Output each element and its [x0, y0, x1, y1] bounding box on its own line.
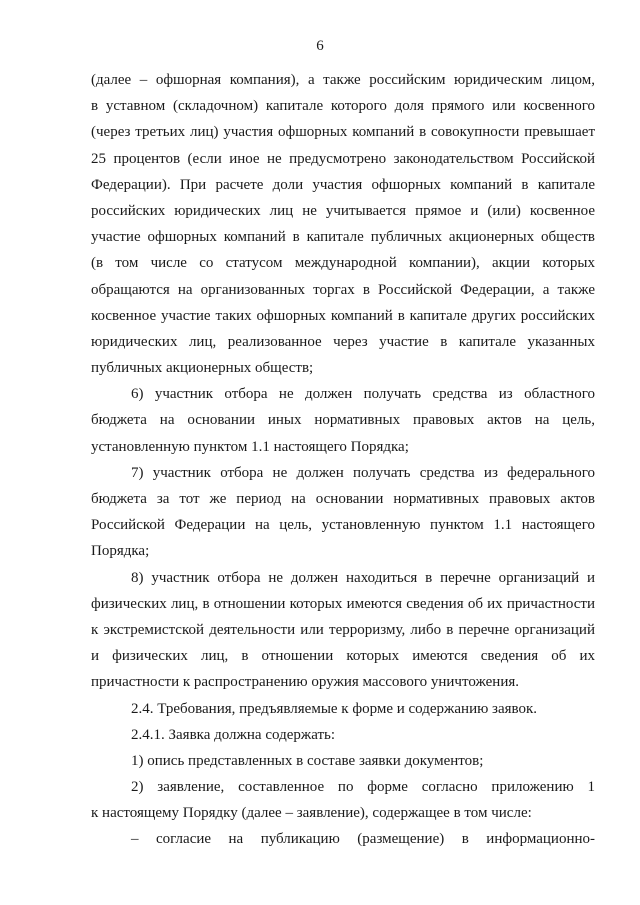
text-line: к экстремистской деятельности или терроризму, либо в перечне организаций	[91, 621, 595, 638]
text-line: (далее – офшорная компания), а также российским юридическим лицом,	[91, 72, 595, 88]
text-line: 2.4. Требования, предъявляемые к форме и содержанию заявок.	[131, 700, 538, 717]
text-line: бюджета на основании иных нормативных правовых актов на цель,	[91, 412, 595, 429]
text-line: 2) заявление, составленное по форме согласно приложению 1	[131, 779, 595, 796]
text-line: в уставном (складочном) капитале которого доля прямого или косвенного	[91, 98, 595, 115]
text-line: участие офшорных компаний в капитале публичных акционерных обществ	[91, 229, 595, 246]
page-number: 6	[316, 38, 324, 54]
text-line: – согласие на публикацию (размещение) в информационно-	[131, 831, 595, 848]
text-line: юридических лиц, реализованное через участие в капитале указанных	[91, 333, 595, 350]
text-line: бюджета за тот же период на основании нормативных правовых актов	[91, 491, 595, 507]
document-body	[91, 67, 595, 853]
text-line: 1) опись представленных в составе заявки документов;	[131, 752, 484, 769]
text-line: косвенное участие таких офшорных компаний в капитале других российских	[91, 307, 595, 324]
text-line: установленную пунктом 1.1 настоящего Порядка;	[91, 438, 409, 455]
text-line: 6) участник отбора не должен получать средства из областного	[131, 386, 595, 403]
text-line: к настоящему Порядку (далее – заявление), содержащее в том числе:	[91, 805, 532, 822]
text-line: 7) участник отбора не должен получать средства из федерального	[131, 464, 595, 481]
text-line: и физических лиц, в отношении которых имеются сведения об их	[91, 648, 595, 665]
text-line: Порядка;	[91, 543, 150, 560]
text-line: Федерации). При расчете доли участия офшорных компаний в капитале	[91, 176, 595, 193]
text-line: обращаются на организованных торгах в Российской Федерации, а также	[91, 281, 595, 298]
text-line: (в том числе со статусом международной компании), акции которых	[91, 255, 595, 272]
text-line: Российской Федерации на цель, установленную пунктом 1.1 настоящего	[91, 517, 595, 534]
text-line: 25 процентов (если иное не предусмотрено законодательством Российской	[91, 150, 595, 167]
text-line: российских юридических лиц не учитывается прямое и (или) косвенное	[91, 202, 595, 219]
text-line: 8) участник отбора не должен находиться в перечне организаций и	[131, 569, 595, 586]
text-line: причастности к распространению оружия массового уничтожения.	[91, 674, 519, 691]
text-line: (через третьих лиц) участия офшорных компаний в совокупности превышает	[91, 124, 595, 141]
text-line: физических лиц, в отношении которых имеются сведения об их причастности	[91, 595, 595, 612]
text-line: 2.4.1. Заявка должна содержать:	[131, 726, 336, 743]
text-line: публичных акционерных обществ;	[91, 360, 314, 377]
